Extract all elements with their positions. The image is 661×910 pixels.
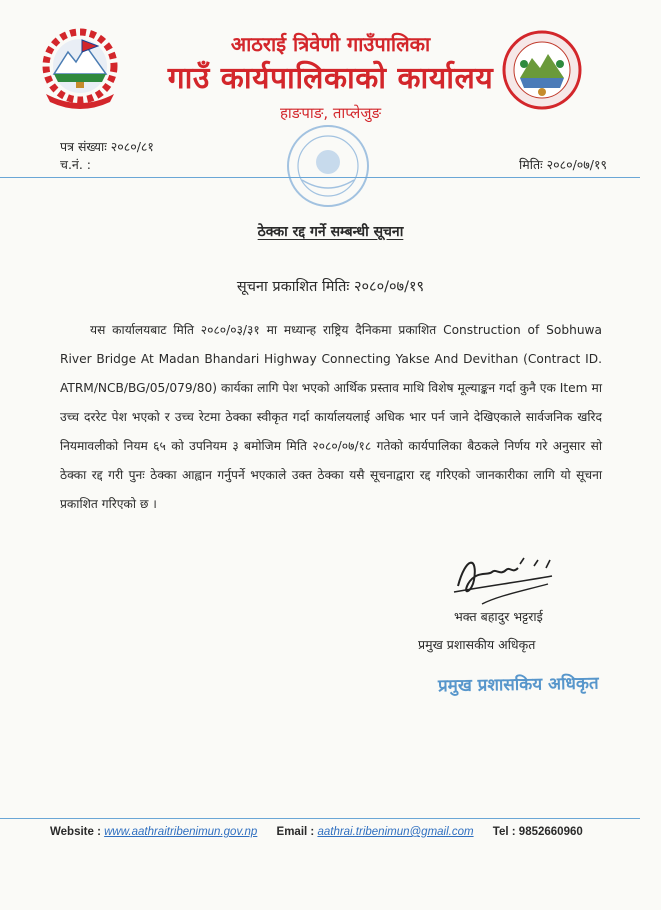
signer-name: भक्त बहादुर भट्टराई bbox=[454, 609, 543, 624]
published-date: सूचना प्रकाशित मितिः २०८०/०७/१९ bbox=[236, 279, 425, 295]
email-label: Email : bbox=[276, 826, 315, 838]
footer-divider bbox=[0, 818, 640, 819]
municipality-name: आठराई त्रिवेणी गाउँपालिका bbox=[230, 32, 431, 56]
website-label: Website : bbox=[50, 826, 101, 838]
reference-block bbox=[60, 138, 154, 174]
footer-email bbox=[277, 826, 477, 838]
phone-number: 9852660960 bbox=[518, 826, 583, 838]
office-address: हाङपाङ, ताप्लेजुङ bbox=[279, 104, 382, 122]
office-name: गाउँ कार्यपालिकाको कार्यालय bbox=[167, 61, 494, 96]
footer-website bbox=[50, 826, 261, 838]
notice-paragraph: यस कार्यालयबाट मिति २०८०/०३/३१ मा मध्यान्ह राष्ट्रिय दैनिकमा प्रकाशित Construction of Sobhuwa River Bridge At Madan Bhandari Highway Connecting Yakse And Devithan (Contract ID. ATRM/NCB/BG/05/079/80) कार्यका लागि पेश भएको आर्थिक प्रस्ताव माथि विशेष मूल्याङ्कन गर्दा कुनै एक Item मा उच्च दररेट पेश भएको र उच्च रेटमा ठेक्का स्वीकृत गर्दा कार्यालयलाई अधिक भार पर्न जाने देखिएकाले सार्वजनिक खरिद नियमावलीको नियम ६५ को उपनियम ३ बमोजिम मिति २०८०/०७/१८ गतेको कार्यपालिका बैठकले निर्णय गरे अनुसार सो ठेक्का रद्द गरी पुनः ठेक्का आह्वान गर्नुपर्ने भएकाले उक्त ठेक्का यसै सूचनाद्वारा रद्द गरिएको जानकारीका लागि यो सूचना प्रकाशित गरिएको छ । bbox=[60, 323, 602, 511]
header-divider bbox=[0, 177, 640, 178]
designation-stamp: प्रमुख प्रशासकिय अधिकृत bbox=[437, 673, 599, 697]
notice-subject-text: ठेक्का रद्द गर्ने सम्बन्धी सूचना bbox=[257, 224, 404, 240]
notice-body bbox=[60, 316, 602, 519]
municipality-logo-icon bbox=[502, 30, 582, 110]
office-stamp-icon bbox=[282, 120, 374, 212]
letter-number: पत्र संख्याः २०८०/८१ bbox=[60, 139, 154, 154]
dispatch-number: च.नं. : bbox=[60, 157, 92, 172]
email-link[interactable]: aathrai.tribenimun@gmail.com bbox=[317, 826, 474, 838]
footer-phone bbox=[493, 826, 583, 838]
notice-subject bbox=[0, 222, 661, 241]
letter-date: मितिः २०८०/०७/१९ bbox=[519, 157, 607, 172]
phone-label: Tel : bbox=[492, 826, 516, 838]
signer-title: प्रमुख प्रशासकीय अधिकृत bbox=[418, 637, 536, 652]
footer bbox=[50, 826, 630, 838]
signature-icon bbox=[448, 546, 560, 610]
website-link[interactable]: www.aathraitribenimun.gov.np bbox=[104, 826, 258, 838]
